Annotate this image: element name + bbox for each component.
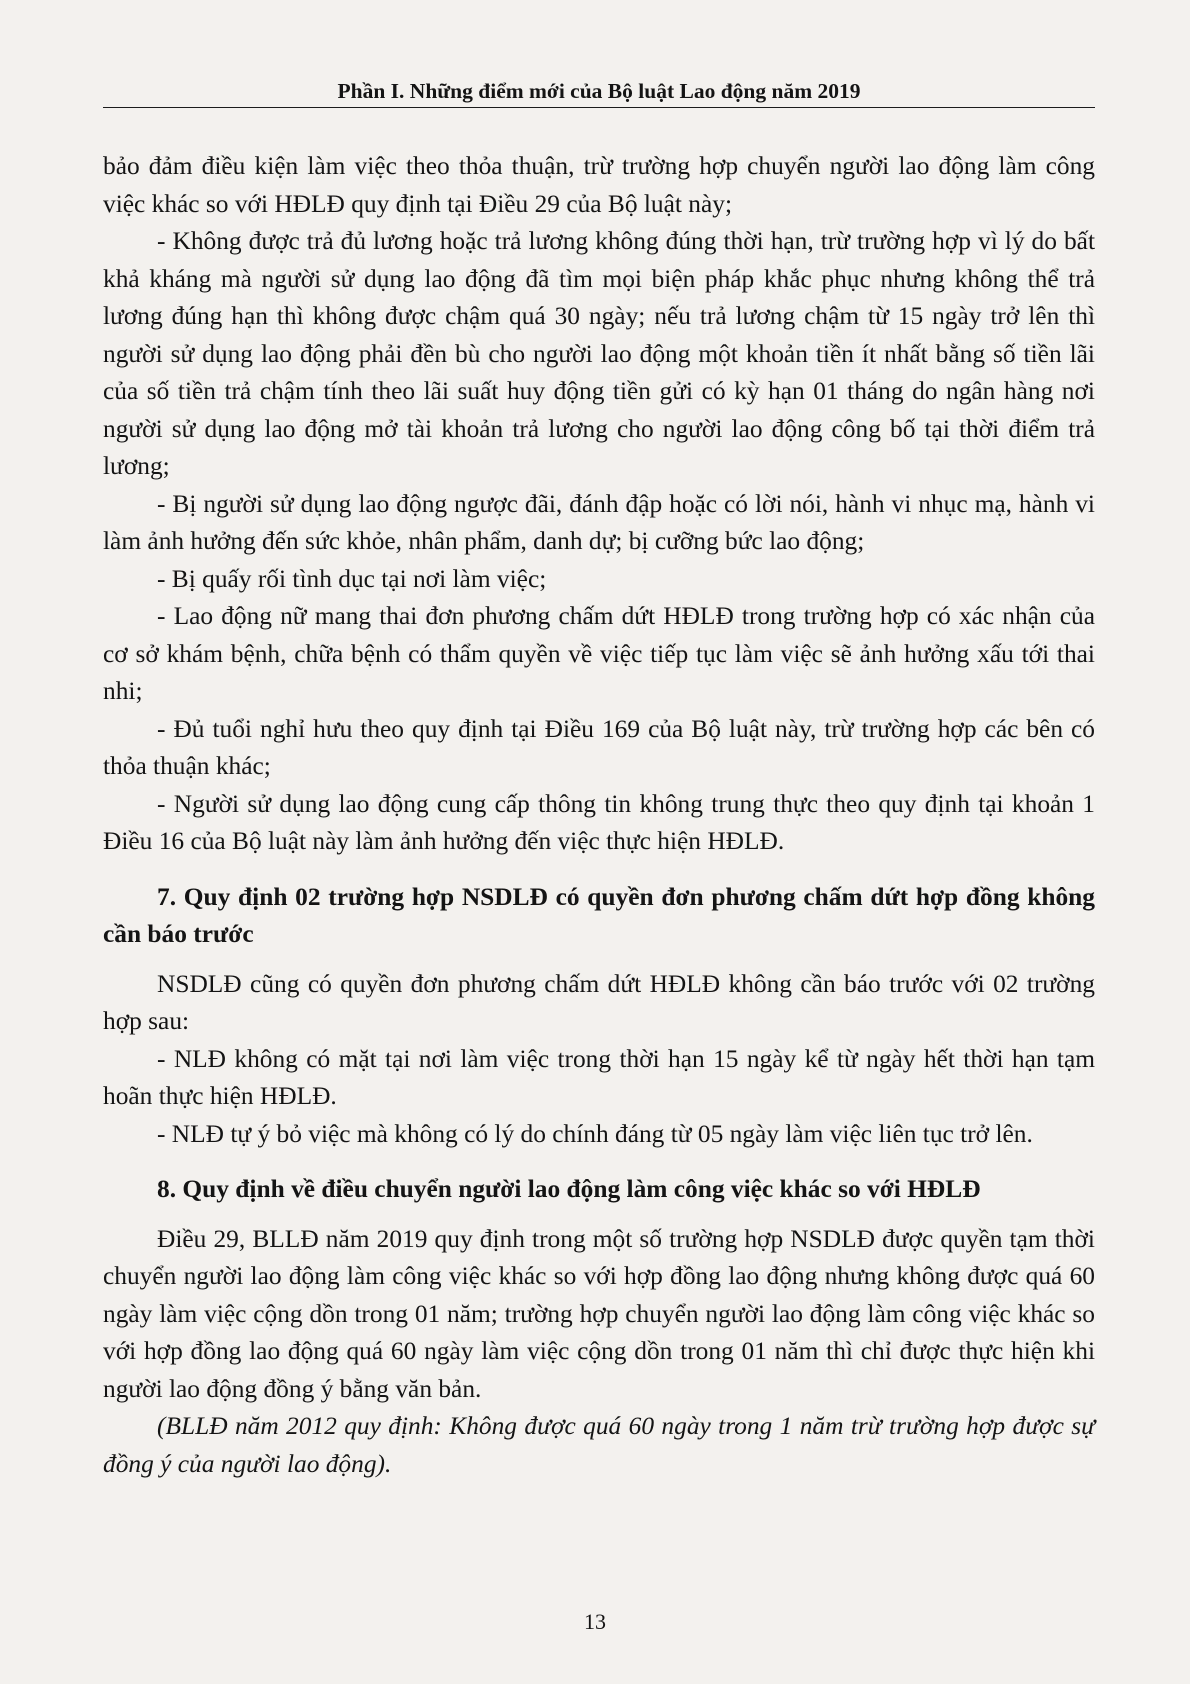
section-heading-8: 8. Quy định về điều chuyển người lao động làm công việc khác so với HĐLĐ bbox=[157, 1175, 981, 1203]
list-item: - Đủ tuổi nghỉ hưu theo quy định tại Điều 169 của Bộ luật này, trừ trường hợp các bên có thỏa thuận khác; bbox=[103, 714, 1095, 780]
note-paragraph: (BLLĐ năm 2012 quy định: Không được quá 60 ngày trong 1 năm trừ trường hợp được sự đồng ý của người lao động). bbox=[103, 1412, 1095, 1478]
list-item: - Người sử dụng lao động cung cấp thông tin không trung thực theo quy định tại khoản 1 Điều 16 của Bộ luật này làm ảnh hưởng đến việc thực hiện HĐLĐ. bbox=[103, 789, 1095, 855]
list-item: - Lao động nữ mang thai đơn phương chấm dứt HĐLĐ trong trường hợp có xác nhận của cơ sở khám bệnh, chữa bệnh có thẩm quyền về việc tiếp tục làm việc sẽ ảnh hưởng xấu tới thai nhi; bbox=[103, 602, 1095, 705]
list-item: - NLĐ tự ý bỏ việc mà không có lý do chính đáng từ 05 ngày làm việc liên tục trở lên. bbox=[157, 1119, 1033, 1148]
list-item: - NLĐ không có mặt tại nơi làm việc trong thời hạn 15 ngày kể từ ngày hết thời hạn tạm hoãn thực hiện HĐLĐ. bbox=[103, 1044, 1095, 1110]
list-item: - Bị quấy rối tình dục tại nơi làm việc; bbox=[157, 564, 547, 593]
header-divider bbox=[103, 107, 1095, 108]
paragraph-continuation: bảo đảm điều kiện làm việc theo thỏa thuận, trừ trường hợp chuyển người lao động làm công việc khác so với HĐLĐ quy định tại Điều 29 của Bộ luật này; bbox=[103, 152, 1095, 218]
section-heading-7: 7. Quy định 02 trường hợp NSDLĐ có quyền đơn phương chấm dứt hợp đồng không cần báo trước bbox=[103, 882, 1095, 948]
list-item: - Bị người sử dụng lao động ngược đãi, đánh đập hoặc có lời nói, hành vi nhục mạ, hành vi làm ảnh hưởng đến sức khỏe, nhân phẩm, danh dự; bị cưỡng bức lao động; bbox=[103, 489, 1095, 555]
page-body bbox=[103, 148, 1095, 1483]
running-header: Phần I. Những điểm mới của Bộ luật Lao động năm 2019 bbox=[337, 79, 861, 103]
paragraph: Điều 29, BLLĐ năm 2019 quy định trong một số trường hợp NSDLĐ được quyền tạm thời chuyển người lao động làm công việc khác so với hợp đồng lao động nhưng không được quá 60 ngày làm việc cộng dồn trong 01 năm; trường hợp chuyển người lao động làm công việc khác so với hợp đồng lao động quá 60 ngày làm việc cộng dồn trong 01 năm thì chỉ được thực hiện khi người lao động đồng ý bằng văn bản. bbox=[103, 1224, 1095, 1403]
page-number: 13 bbox=[584, 1609, 606, 1634]
paragraph: NSDLĐ cũng có quyền đơn phương chấm dứt HĐLĐ không cần báo trước với 02 trường hợp sau: bbox=[103, 969, 1095, 1035]
list-item: - Không được trả đủ lương hoặc trả lương không đúng thời hạn, trừ trường hợp vì lý do bất khả kháng mà người sử dụng lao động đã tìm mọi biện pháp khắc phục nhưng không thể trả lương đúng hạn thì không được chậm quá 30 ngày; nếu trả lương chậm từ 15 ngày trở lên thì người sử dụng lao động phải đền bù cho người lao động một khoản tiền ít nhất bằng số tiền lãi của số tiền trả chậm tính theo lãi suất huy động tiền gửi có kỳ hạn 01 tháng do ngân hàng nơi người sử dụng lao động mở tài khoản trả lương cho người lao động công bố tại thời điểm trả lương; bbox=[103, 227, 1095, 480]
